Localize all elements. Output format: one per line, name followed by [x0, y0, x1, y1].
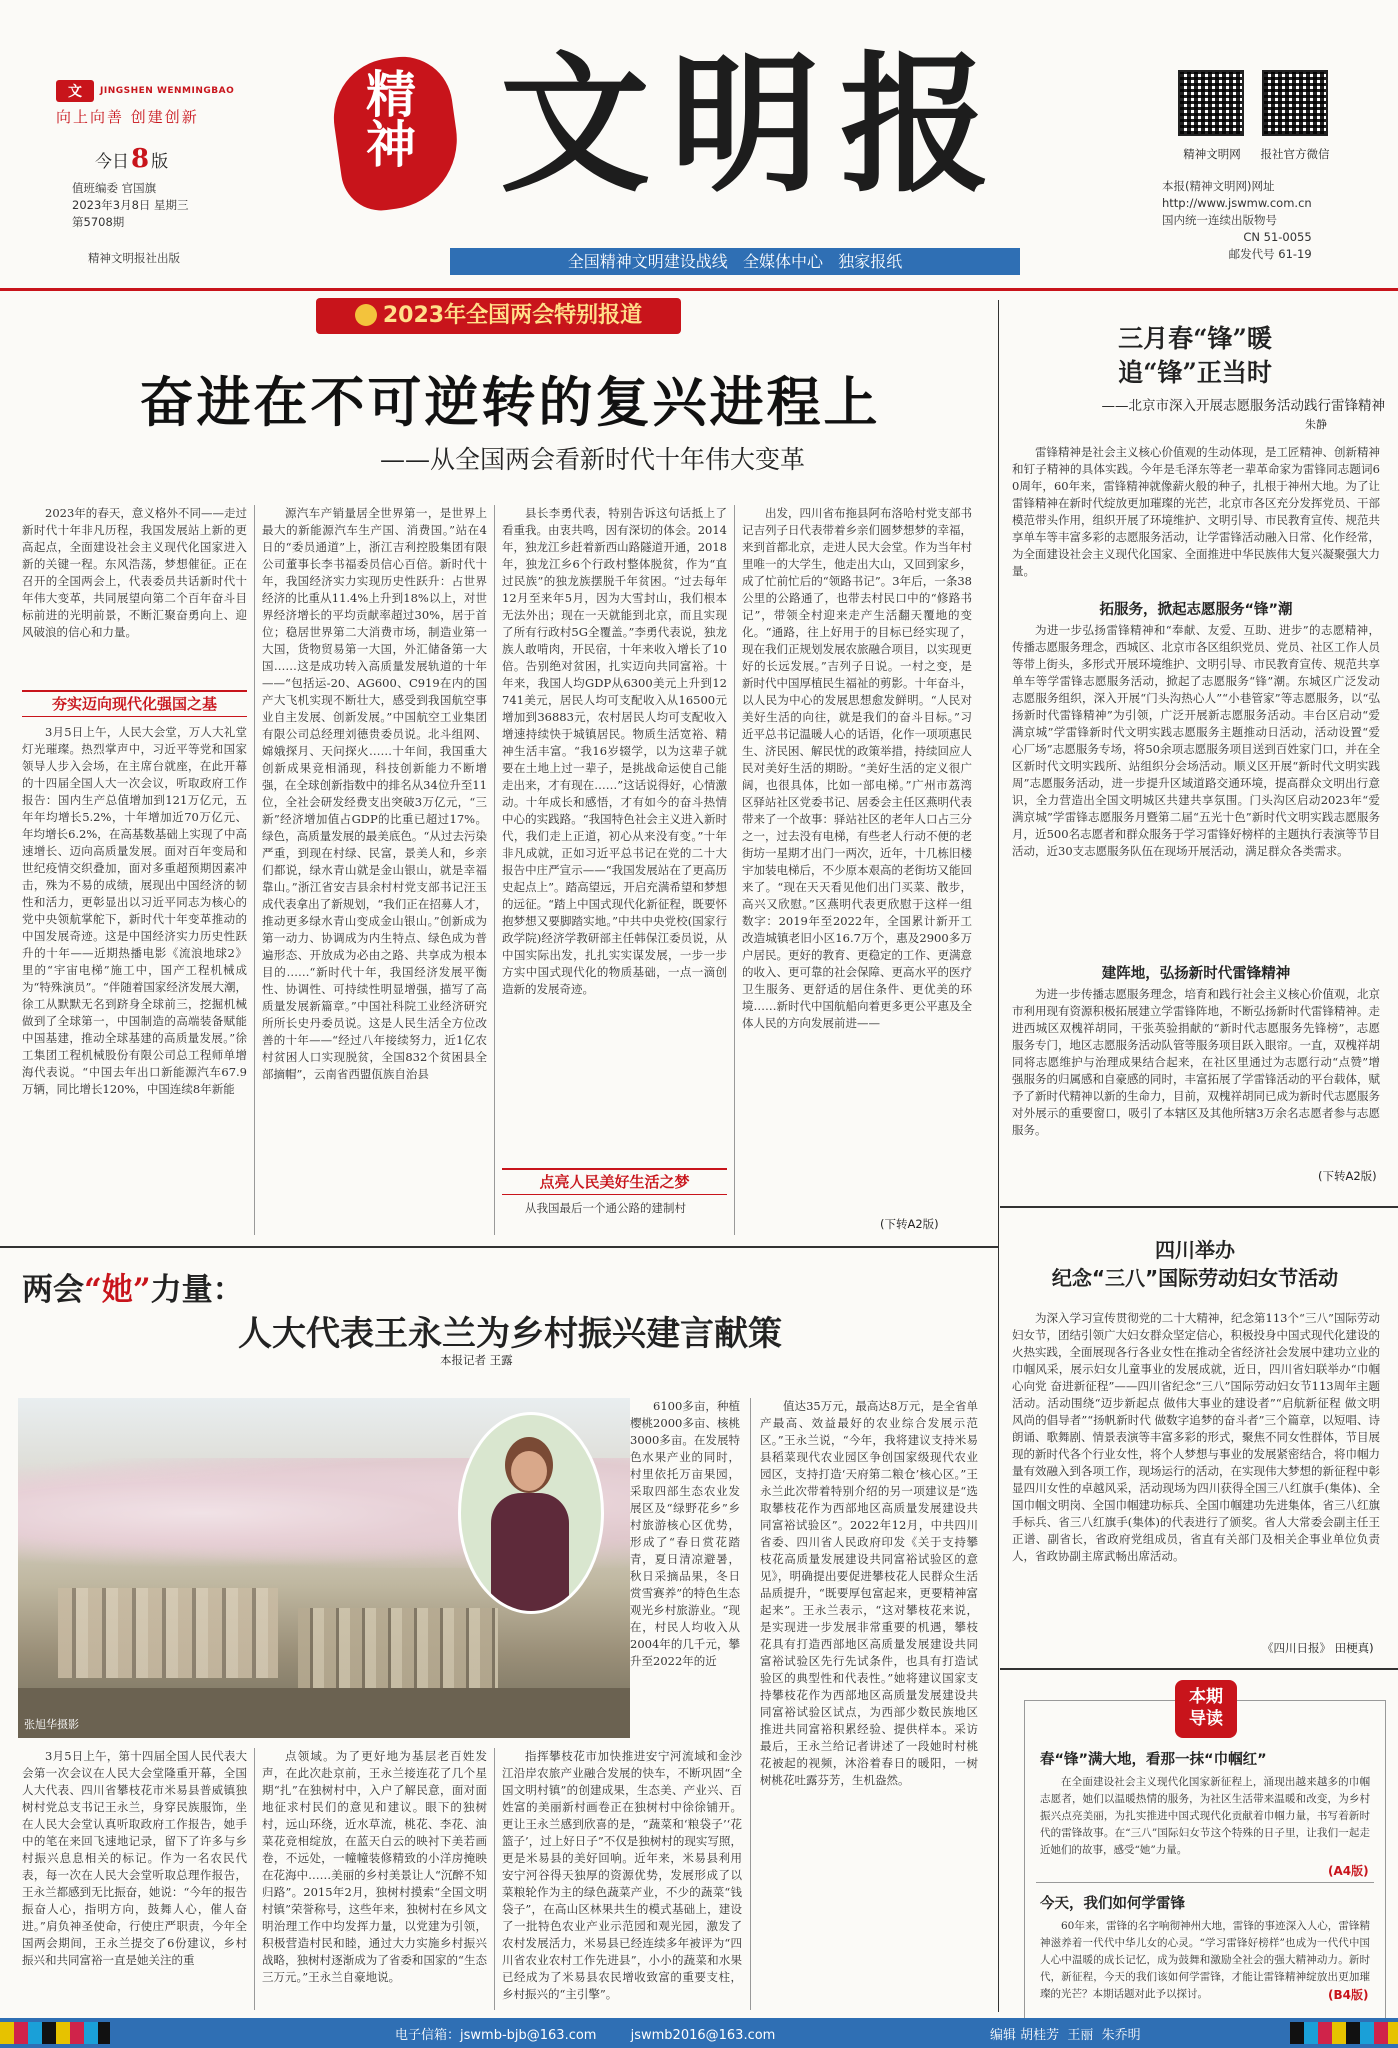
- guide-item1-link[interactable]: 春“锋”满大地，看那一抹“巾帼红”: [1040, 1752, 1267, 1768]
- sidebar-top-subtitle: ——北京市深入开展志愿服务活动践行雷锋精神: [1101, 398, 1385, 414]
- lead-continue: (下转A2版): [880, 1217, 939, 1231]
- website-url: http://www.jswmw.com.cn: [1162, 196, 1312, 210]
- issue-date: 2023年3月8日 星期三: [72, 198, 189, 212]
- special-report-tag: 2023年全国两会特别报道: [316, 298, 681, 334]
- guide-divider: [1036, 1882, 1374, 1883]
- slogan: 向上向善 创建创新: [56, 108, 199, 126]
- feature-col1: 3月5日上午，第十四届全国人民代表大会第一次会议在人民大会堂隆重开幕，全国人大代表、四川省攀枝花市米易县普威镇独树村党总支书记王永兰，身穿民族服饰，坐在人民大会堂认真听取政府工作报告，她手中的笔在来回飞速地记录，留下了许多与乡村振兴息息相关的标记。作为一名农民代表，每一次在人民大会堂听取总理作报告，王永兰都感到无比振奋，她说：“今年的报告振奋人心，指明方向，鼓舞人心，催人奋进。”肩负神圣使命，行使庄严职责，今年全国两会期间，王永兰提交了6份建议，乡村振兴和共同富裕一直是她关注的重: [22, 1749, 247, 1967]
- issue-info: [72, 180, 189, 231]
- feature-byline: 本报记者 王露: [440, 1353, 513, 1367]
- editors-on-duty: 值班编委 官国旗: [72, 181, 157, 195]
- col-divider: [494, 505, 495, 1235]
- lead-col1-body: 3月5日上午，人民大会堂，万人大礼堂灯光璀璨。热烈掌声中，习近平等党和国家领导人步入会场，在主席台就座，在此开幕的十四届全国人大一次会议，听取政府工作报告：国内生产总值增加到121万亿元，五年年均增长5.2%，十年增加近70万亿元、年均增长6.2%，在高基数基础上实现了中高速增长、迈向高质量发展。面对百年变局和世纪疫情交织叠加，面对多重超预期因素冲击，殊为不易的成绩，展现出中国经济的韧性和活力，更彰显出以习近平同志为核心的党中央领航掌舵下，新时代十年变革推动的中国发展奇迹。这是中国经济实力历史性跃升的十年——近期热播电影《流浪地球2》里的“宇宙电梯”施工中，国产工程机械成为“特殊演员”。“伴随着国家经济发展大潮，徐工从默默无名到跻身全球前三，挖掘机械做到了全球第一，中国制造的高端装备赋能中国基建，推动全球基建的高质量发展。”徐工集团工程机械股份有限公司总工程师单增海代表说。“中国去年出口新能源汽车67.9万辆，同比增长120%，中国连续8年新能: [22, 725, 247, 1096]
- lead-headline: 奋进在不可逆转的复兴进程上: [139, 370, 881, 434]
- banner: 全国精神文明建设战线 全媒体中心 独家报纸: [450, 248, 1020, 275]
- footer-email-2[interactable]: jswmb2016@163.com: [630, 2028, 776, 2043]
- lead-col2: 源汽车产销量居全世界第一，是世界上最大的新能源汽车生产国、消费国。”站在4日的“委员通道”上，浙江吉利控股集团有限公司董事长李书福委员信心百倍。新时代十年，我国经济实力实现历史性跃升：占世界经济的比重从11.4%上升到18%以上，对世界经济增长的平均贡献率超过30%，居于首位；稳居世界第二大消费市场，制造业第一大国，货物贸易第一大国，外汇储备第一大国……这是成功转入高质量发展轨道的十年——“包括运-20、AG600、C919在内的国产大飞机实现不断壮大，感受到我国航空事业自主发展、创新发展。”中国航空工业集团有限公司总经理刘德贵委员说。北斗组网、嫦娥探月、天问探火……十年间，我国重大创新成果竞相涌现，科技创新能力不断增强，在全球创新指数中的排名从34位升至11位，全社会研发经费支出突破3万亿元，“三新”经济增加值占GDP的比重已超过17%。绿色，高质量发展的最美底色。“从过去污染严重，到现在村绿、民富，景美人和，乡亲们都说，绿水青山就是金山银山，就是幸福靠山。”浙江省安吉县余村村党支部书记汪玉成代表拿出了新规划，“我们正在招募人才，推动更多绿水青山变成金山银山。”创新成为第一动力、协调成为内生特点、绿色成为普遍形态、开放成为必由之路、共享成为根本目的……“新时代十年，我国经济发展平衡性、协调性、可持续性明显增强，描写了高质量发展新篇章。”中国社科院工业经济研究所所长史丹委员说。这是人民生活全方位改善的十年——“经过八年接续努力，近1亿农村贫困人口实现脱贫，全国832个贫困县全部摘帽”，云南省西盟佤族自治县: [262, 506, 487, 1081]
- logo-pinyin: JINGSHEN WENMINGBAO: [100, 86, 235, 96]
- photo-caption: 张旭华摄影: [24, 1718, 79, 1731]
- qr1-label: 精神文明网: [1183, 147, 1241, 161]
- color-bar: [1290, 2022, 1398, 2044]
- sidebar-top-h2: 建阵地，弘扬新时代雷锋精神: [1101, 966, 1291, 982]
- feature-right-col: 值达35万元，最高达8万元，是全省单产最高、效益最好的农业综合发展示范区。”王永兰说，“今年，我将建议支持米易县稻菜现代农业园区争创国家级现代农业园区，支持打造‘天府第二粮仓’核心区。”王永兰此次带着特别介绍的另一项建议是“选取攀枝花作为西部地区高质量发展建设共同富裕试验区”。2022年12月，中共四川省委、四川省人民政府印发《关于支持攀枝花高质量发展建设共同富裕试验区的意见》，明确提出要促进攀枝花人民群众生活品质提升，“既要厚包富起来，更要精神富起来”。王永兰表示，“这对攀枝花来说，是实现进一步发展非常重要的机遇，攀枝花具有打造西部地区高质量发展建设共同富裕试验区先行先试条件，也具有打造试验区的典型性和代表性。”她将建议国家支持攀枝花作为西部地区高质量发展建设共同富裕试验区试点，为西部少数民族地区推进共同富裕积累经验、提供样本。采访最后，王永兰给记者讲述了一段她时村桃花被起的视频，沐浴着春日的暖阳，一树树桃花吐露芬芳，生机盎然。: [760, 1399, 978, 1787]
- sidebar-top-continue: (下转A2版): [1318, 1169, 1377, 1183]
- lead-sub2: 点亮人民美好生活之梦: [539, 1173, 690, 1191]
- masthead-title-red: 精神: [330, 38, 530, 218]
- guide-badge: 本期 导读: [1175, 1680, 1237, 1738]
- lead-col3: 县长李勇代表，特别告诉这句话抵上了看重我。由衷共鸣，因有深切的体会。2014年，独龙江乡赶着新西山路隧道开通，2018年，独龙江乡6个行政村整体脱贫，作为“直过民族”的独龙族摆脱千年贫困。“过去每年12月至来年5月，因为大雪封山，我们根本无法外出；现在一天就能到北京，而且实现了所有行政村5G全覆盖。”李勇代表说，独龙族人敢啃肉，开民宿，十年来收入增长了10倍。告别绝对贫困，扎实迈向共同富裕。十年来，我国人均GDP从6300美元上升到12741美元，居民人均可支配收入从16500元增加到36883元，农村居民人均可支配收入增速持续快于城镇居民。物质生活宽裕、精神生活丰富。“我16岁辍学，以为这辈子就要在土地上过一辈子，是挑战命运使自己能走出来，才有现在……”这话说得好，心情激动。十年成长和感悟，才有如今的奋斗热情中心的实践路。“我国特色社会主义进入新时代，我们走上正道，初心从来没有变。”十年非凡成就，正如习近平总书记在党的二十大报告中庄严宣示——“我国发展站在了更高历史起点上”。踏高望远，开启充满希望和梦想的远征。“踏上中国式现代化新征程，既要怀抱梦想又要脚踏实地。”中共中央党校(国家行政学院)经济学教研部主任韩保江委员说，从中国实际出发，扎扎实实谋发展，一步一步方实中国式现代化的物质基础，一点一滴创造新的发展奇迹。: [502, 506, 727, 996]
- guide-item1-text: 在全面建设社会主义现代化国家新征程上，涌现出越来越多的巾帼志愿者，她们以温暖热情的服务，为社区生活带来温暖和改变，为乡村振兴点亮美丽，为扎实推进中国式现代化贡献着巾帼力量，书写着新时代的雷锋故事。在“三八”国际妇女节这个特殊的日子里，让我们一起走近她们的故事，感受“她”力量。: [1040, 1776, 1370, 1856]
- sidebar-divider: [1000, 1668, 1398, 1670]
- qr-code-wechat-icon: [1262, 70, 1328, 136]
- feature-title-line1: 两会“她”力量：: [22, 1272, 244, 1308]
- col-divider: [734, 505, 735, 1235]
- col-divider: [254, 1748, 255, 2010]
- guide-item2-text: 60年来，雷锋的名字响彻神州大地，雷锋的事迹深入人心，雷锋精神滋养着一代代中华儿女的心灵。“学习雷锋好榜样”也成为一代代中国人心中温暖的成长记忆，成为鼓舞和激励全社会的强大精神动力。新时代，新征程，今天的我们该如何学雷锋，才能让雷锋精神绽放出更加璀璨的光芒？本期话题对此予以探讨。: [1040, 1920, 1370, 2000]
- lead-col1-intro: 2023年的春天，意义格外不同——走过新时代十年非凡历程，我国发展站上新的更高起点，全面建设社会主义现代化国家进入新的关键一程。东风浩荡，梦想催征。正在召开的全国两会上，代表委员共话新时代十年伟大变革，共同展望向第二个百年奋斗目标前进的光明前景，不断汇聚奋勇向上、迎风破浪的信心和力量。: [22, 506, 247, 639]
- guide-item2-link[interactable]: 今天，我们如何学雷锋: [1040, 1896, 1185, 1912]
- lead-sub2-box: [502, 1168, 727, 1195]
- footer-email-1[interactable]: jswmb-bjb@163.com: [460, 2028, 597, 2043]
- feature-col3: 指挥攀枝花市加快推进安宁河流域和金沙江沿岸农旅产业融合发展的快车，不断巩固“全国文明村镇”的创建成果，生态美、产业兴、百姓富的美丽新村画卷正在独树村中徐徐铺开。更让王永兰感到欣喜的是，“蔬菜和‘粮袋子’‘花篮子’，过上好日子”不仅是独树村的现实写照，更是米易县的美好回响。近年来，米易县利用安宁河谷得天独厚的资源优势，发展形成了以菜粮轮作为主的绿色蔬菜产业，不少的蔬菜“钱袋子”，在高山区林果共生的模式基础上，建设了一批特色农业产业示范园和观光园，激发了农村发展活力，米易县已经连续多年被评为“四川省农业农村工作先进县”，小小的蔬菜和水果已经成为了米易县农民增收致富的重要支柱，乡村振兴的“主引擎”。: [502, 1749, 742, 2001]
- lead-col3-tail: 从我国最后一个通公路的建制村: [525, 1201, 686, 1215]
- color-bar: [0, 2022, 110, 2044]
- feature-col2: 点领域。为了更好地为基层老百姓发声，在此次赴京前，王永兰接连花了几个星期“扎”在独树村中，入户了解民意，面对面地征求村民们的意见和建议。眼下的独树村，远山环绕，近水草流，桃花、李花、油菜花竞相绽放，在蓝天白云的映衬下美若画卷，不远处，一幢幢装修精致的小洋房掩映在花海中……美丽的乡村美景让人“沉醉不知归路”。2015年2月，独树村摸索“全国文明村镇”荣誉称号，这些年来，独树村在乡风文明治理工作中均发挥力量，以党建为引领，积极营造村民和睦，通过大力实施乡村振兴战略，独树村逐渐成为了省委和国家的“生态三万元。”王永兰自豪地说。: [262, 1749, 487, 1984]
- today-pages: 今日 8 版: [95, 144, 169, 174]
- qr-code-website-icon: [1178, 70, 1244, 136]
- col-divider: [254, 505, 255, 1235]
- col-divider: [750, 1398, 751, 2010]
- guide-item1-page[interactable]: (A4版): [1328, 1864, 1369, 1878]
- sidebar-mid-source: 《四川日报》 田梗真): [1262, 1641, 1374, 1655]
- publisher: 精神文明报社出版: [88, 251, 180, 265]
- guide-item2-page[interactable]: (B4版): [1328, 1988, 1369, 2002]
- newspaper-logo-icon: 文: [56, 80, 94, 102]
- lead-sub1-box: [22, 690, 247, 717]
- section-divider: [0, 1246, 998, 1248]
- qr2-label: 报社官方微信: [1260, 147, 1330, 161]
- lead-subheadline: ——从全国两会看新时代十年伟大变革: [380, 445, 806, 474]
- publication-info: 本报(精神文明网)网址 http://www.jswmw.com.cn 国内统一连续出版物号 CN 51-0055 邮发代号 61-19: [1162, 179, 1312, 261]
- sidebar-top-p3: 为进一步传播志愿服务理念，培育和践行社会主义核心价值观，北京市利用现有资源积极拓展建立学雷锋阵地，不断弘扬新时代雷锋精神。走进西城区双槐祥胡同，干张英验捐献的“新时代志愿服务先锋榜”，志愿服务专门，地区志愿服务活动队管等服务项目跃入眼帘。一直，双槐祥胡同将志愿维护与治理成果结合起来，在社区里通过为志愿行动“点赞”增强服务的归属感和自豪感的同时，丰富拓展了学雷锋活动的平台载体，赋予了新时代精神以新的生命力，目前，双槐祥胡同已成为新时代志愿服务对外展示的重要窗口，吸引了本辖区及其他所辖3万余名志愿者参与志愿服务。: [1012, 987, 1380, 1137]
- masthead-divider: [0, 288, 1398, 291]
- masthead-left: [56, 80, 376, 127]
- sidebar-top-p2: 为进一步弘扬雷锋精神和“奉献、友爱、互助、进步”的志愿精神，传播志愿服务理念，西城区、北京市各区组织党员、党员、社区工作人员等带上街头，多形式开展环境维护、文明引导、市民教育宣传、规范共享单车等学雷锋志愿服务活动，掀起了志愿服务“锋”潮。东城区广泛发动志愿服务组织，深入开展“门头沟热心人”“小巷管家”等志愿服务，以“弘扬新时代雷锋精神”为引领，广泛开展新志愿服务活动。丰台区启动“爱满京城”学雷锋新时代文明实践志愿服务主题推动日活动，活动设置“爱心厂场”志愿服务专场，将50余项志愿服务项目送到百姓家门口，并在全区新时代文明实践所、站组织分会场活动。顺义区开展“新时代文明实践周”志愿服务活动，进一步提升区域道路交通环境，提高群众文明出行意识，全力营造出全国文明城区共建共享氛围。门头沟区启动2023年“爱满京城”学雷锋志愿服务月暨第二届“五光十色”新时代文明实践志愿服务月，近500名志愿者和群众服务于学习雷锋好榜样的主题执行表演等节目活动，近30支志愿服务队伍在现场开展活动，满足群众各类需求。: [1012, 623, 1380, 858]
- issue-number: 第5708期: [72, 215, 125, 229]
- lead-sub1: 夯实迈向现代化强国之基: [51, 695, 217, 713]
- sidebar-top-title: 三月春“锋”暖 追“锋”正当时: [1118, 324, 1272, 387]
- sidebar-top-author: 朱静: [1305, 418, 1327, 431]
- emblem-icon: [355, 304, 377, 326]
- sidebar-divider: [1000, 1206, 1398, 1208]
- main-sidebar-divider: [998, 300, 999, 2012]
- footer-email: 电子信箱：jswmb-bjb@163.com jswmb2016@163.com: [395, 2028, 776, 2043]
- sidebar-top-p1: 雷锋精神是社会主义核心价值观的生动体现，是工匠精神、创新精神和钉子精神的具体实践。今年是毛泽东等老一辈革命家为雷锋同志题词60周年，60年来，雷锋精神就像薪火般的种子，扎根于神州大地。为了让雷锋精神在新时代绽放更加璀璨的光芒，北京市各区充分发挥党员、干部模范带头作用，组织开展了环境维护、文明引导、市民教育宣传、规范共享单车等丰富多彩的志愿服务活动，让学雷锋活动融入日常、化作经常，为全面建设社会主义现代化国家、全面推进中华民族伟大复兴凝聚强大力量。: [1012, 445, 1380, 578]
- today-pages-number: 8: [131, 144, 150, 174]
- sidebar-mid-title: 四川举办 纪念“三八”国际劳动妇女节活动: [1051, 1238, 1339, 1290]
- sidebar-mid-body: 为深入学习宣传贯彻党的二十大精神，纪念第113个“三八”国际劳动妇女节，团结引领广大妇女群众坚定信心，积极投身中国式现代化建设的火热实践，全面展现各行各业女性在推动全省经济社会发展中建功立业的巾帼风采，展示妇女儿童事业的发展成就，近日，四川省妇联举办“巾帼心向党 奋进新征程”——四川省纪念“三八”国际劳动妇女节113周年主题活动。活动围绕“迈步新起点 做伟大事业的建设者”“启航新征程 做文明风尚的倡导者”“扬帆新时代 做数字追梦的奋斗者”三个篇章，以短唱、诗朗诵、歌舞剧、情景表演等丰富多彩的形式，聚焦不同女性群体，节目展现的新时代各个行业女性，将个人梦想与事业的发展紧密结合，将巾帼力量有效融入到各项工作，现场运行的活动，在实现伟大梦想的新征程中彰显四川女性的卓越风采，活动现场为四川获得全国三八红旗手(集体)、全国巾帼文明岗、全国巾帼建功标兵、全国巾帼建功先进集体，省三八红旗手标兵、省三八红旗手(集体)的代表进行了颁奖。省人大常委会副主任王正谱、副省长，省政府党组成员，省直有关部门及相关企事业单位负责人，省政协副主席武畅出席活动。: [1012, 1311, 1380, 1563]
- sidebar-top-h1: 拓服务，掀起志愿服务“锋”潮: [1099, 602, 1293, 618]
- footer-editors: 编辑 胡桂芳 王丽 朱乔明: [990, 2028, 1141, 2043]
- lead-col4: 出发，四川省布拖县阿布洛哈村党支部书记吉列子日代表带着乡亲们圆梦想梦的幸福，来到首都北京，走进人民大会堂。作为当年村里唯一的大学生，他走出大山，又回到家乡，成了忙前忙后的“领路书记”。3年后，一条38公里的公路通了，也带去村民口中的“修路书记”，带领全村迎来走产生活翻天覆地的变化。“通路，往上好用于的目标已经实现了，现在我们正规划发展农旅融合项目，以实现更好的长远发展。”吉列子日说。一村之变，是新时代中国厚植民生福祉的剪影。十年奋斗，以人民为中心的发展思想愈发鲜明。“人民对美好生活的向往，就是我们的奋斗目标。”习近平总书记温暖人心的话语，化作一项项惠民生、济民困、解民忧的政策举措，持续回应人民对美好生活的期盼。“美好生活的定义很广阔，也很具体，比如一部电梯。”广州市荔湾区驿站社区党委书记、居委会主任区燕明代表带来了一个故事：驿站社区的老年人口占三分之一，过去没有电梯，有些老人行动不便的老街坊一星期才出门一两次，近年，十几栋旧楼宇加装电梯后，不少原本艰高的老街坊又能回来了。“现在天天看见他们出门买菜、散步，高兴又欣慰。”区燕明代表更欣慰于这样一组数字：2019年至2022年，全国累计新开工改造城镇老旧小区16.7万个，惠及2900多万户居民。更好的教育、更稳定的工作、更满意的收入、更可靠的社会保障、更高水平的医疗卫生服务、更舒适的居住条件、更优美的环境……新时代中国航船向着更多更公平惠及全体人民的方向发展前进——: [742, 506, 972, 1030]
- feature-wrap-col: 6100多亩，种植樱桃2000多亩、核桃3000多亩。在发展特色水果产业的同时，村里依托万亩果园，采取四部生态农业发展区及“绿野花乡”乡村旅游核心区优势，形成了“春日赏花踏青，夏日清凉避暑，秋日采摘品果，冬日赏雪赛养”的特色生态观光乡村旅游业。“现在，村民人均收入从2004年的几千元，攀升至2022年的近: [630, 1399, 740, 1668]
- portrait-photo: [458, 1412, 604, 1614]
- masthead-title-black-display: 文明报: [500, 37, 1011, 213]
- feature-headline: 人大代表王永兰为乡村振兴建言献策: [238, 1314, 782, 1354]
- col-divider: [494, 1748, 495, 2010]
